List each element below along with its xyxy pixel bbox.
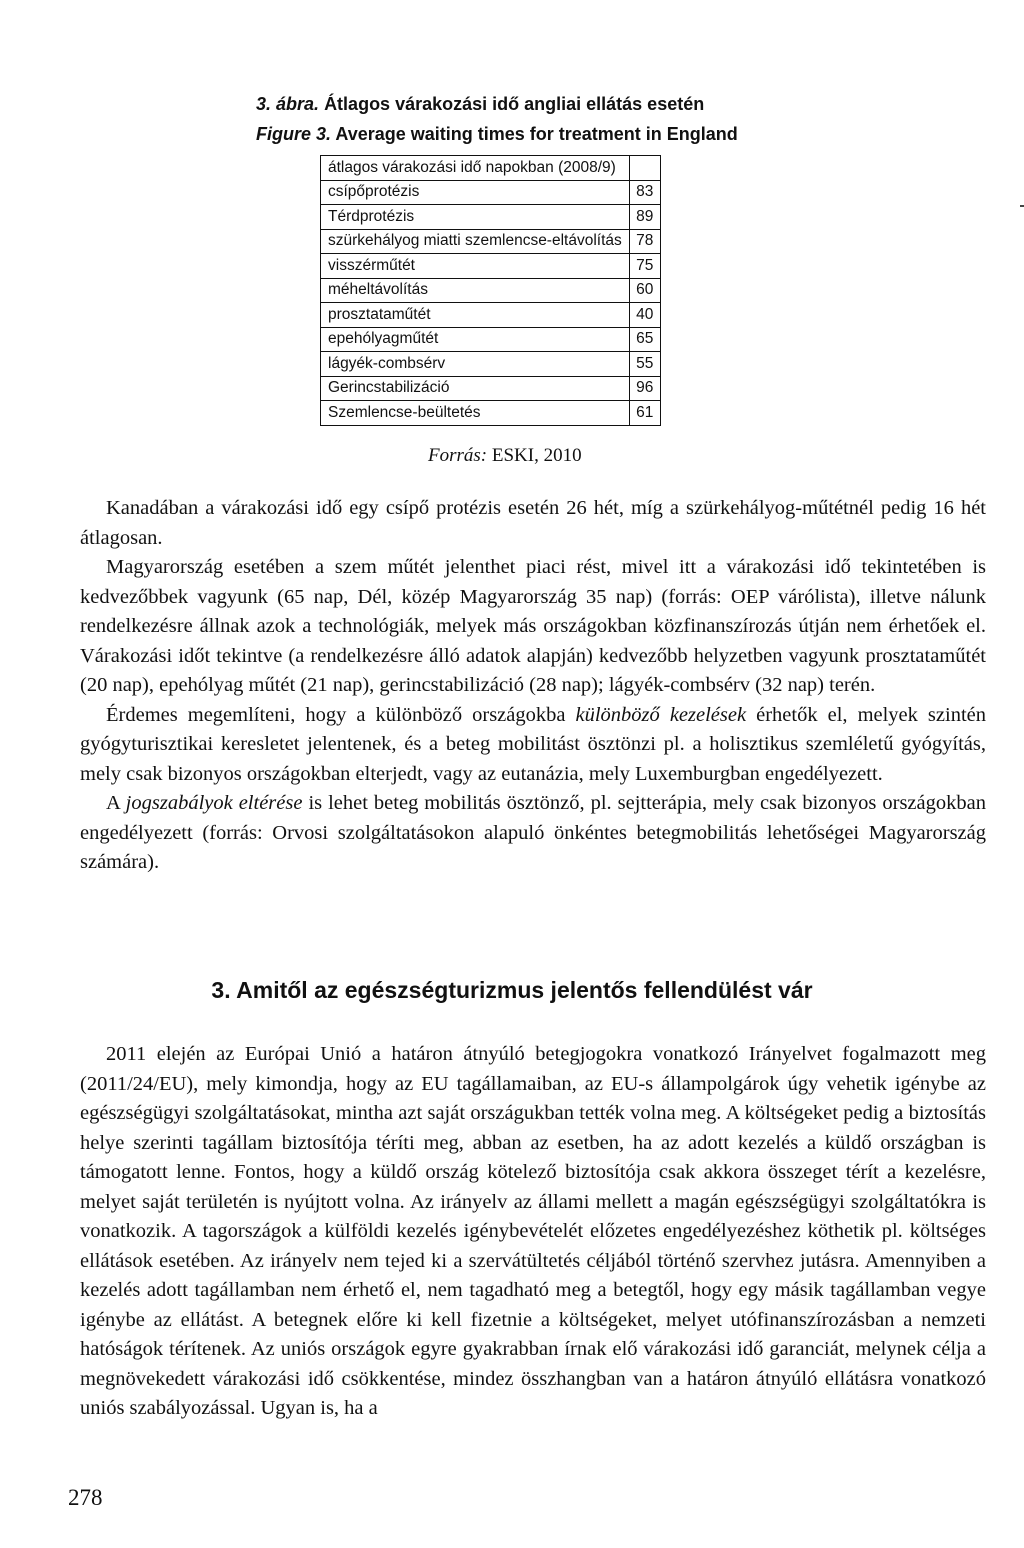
table-row bbox=[321, 376, 661, 401]
emphasis-different-treatments: különböző kezelések bbox=[575, 703, 747, 726]
table-row bbox=[321, 327, 661, 352]
table-row-label: csípőprotézis bbox=[321, 180, 630, 205]
emphasis-regulation-differences: jogszabályok eltérése bbox=[125, 792, 303, 814]
table-row-value: 40 bbox=[629, 303, 660, 328]
table-row bbox=[321, 278, 661, 303]
table-row-label: visszérműtét bbox=[321, 254, 630, 279]
table-row-value: 96 bbox=[629, 376, 660, 401]
table-row-value: 89 bbox=[629, 205, 660, 230]
figure-number-english: Figure 3. bbox=[256, 124, 332, 144]
source-label: Forrás: bbox=[428, 445, 488, 466]
table-row-label: méheltávolítás bbox=[321, 278, 630, 303]
paragraph-regulations bbox=[80, 789, 986, 878]
table-row-label: Térdprotézis bbox=[321, 205, 630, 230]
paragraph-treatments-text-a: Érdemes megemlíteni, hogy a különböző országokba bbox=[106, 703, 576, 726]
table-row bbox=[321, 180, 661, 205]
table-row-label: lágyék-combsérv bbox=[321, 352, 630, 377]
paragraph-regulations-text-b: is lehet beteg mobilitás ösztönző, pl. sejtterápia, mely csak bizonyos országokban engedélyezett (forrás: Orvosi szolgáltatásokon alapuló önkéntes betegmobilitás lehetőségei Magyarország számára). bbox=[80, 792, 986, 873]
table-row-value: 60 bbox=[629, 278, 660, 303]
figure-title-english-text: Average waiting times for treatment in England bbox=[335, 124, 738, 144]
table-row bbox=[321, 254, 661, 279]
table-source bbox=[428, 444, 582, 468]
table-row bbox=[321, 401, 661, 426]
section-heading: 3. Amitől az egészségturizmus jelentős fellendülést vár bbox=[211, 977, 813, 1003]
table-row-value: 83 bbox=[629, 180, 660, 205]
table-row bbox=[321, 303, 661, 328]
paragraph-canada: Kanadában a várakozási idő egy csípő protézis esetén 26 hét, míg a szürkehályog-műtétnél pedig 16 hét átlagosan. bbox=[80, 497, 986, 549]
table-row-label: Gerincstabilizáció bbox=[321, 376, 630, 401]
table-header-row bbox=[321, 156, 661, 181]
table-row-label: Szemlencse-beültetés bbox=[321, 401, 630, 426]
table-row-label: szürkehályog miatti szemlencse-eltávolítás bbox=[321, 229, 630, 254]
scan-speck bbox=[1020, 205, 1024, 207]
figure-number-hungarian: 3. ábra. bbox=[256, 94, 320, 114]
paragraph-treatments bbox=[80, 701, 986, 790]
table-row-value: 65 bbox=[629, 327, 660, 352]
page-number: 278 bbox=[68, 1485, 103, 1510]
paragraph-eu-directive: 2011 elején az Európai Unió a határon átnyúló betegjogokra vonatkozó Irányelvet fogalmazott meg (2011/24/EU), mely kimondja, hogy az EU tagállamaiban, az EU-s állampolgárok úgy vehetik igénybe az egészségügyi szolgáltatásokat, mintha azt saját országukban tették volna meg. A költségeket pedig a biztosítás helye szerinti tagállam biztosítója téríti meg, abban az esetben, ha az adott kezelés a küldő országban is támogatott lenne. Fontos, hogy a küldő ország kötelező biztosítója csak akkora összeget térít a kezelésre, melyet saját területén is nyújtott volna. Az irányelv az állami mellett a magán egészségügyi szolgáltatókra is vonatkozik. A tagországok a külföldi kezelés igénybevételét előzetes engedélyezéshez köthetik pl. költséges ellátások esetében. Az irányelv nem tejed ki a szervátültetés céljából történő szervhez jutásra. Amennyiben a kezelés adott tagállamban nem érhető el, nem tagadható meg a betegtől, hogy egy másik tagállamban vegye igénybe az ellátást. A betegnek előre ki kell fizetnie a költségeket, melyet utófinanszírozásban a nemzeti hatóságok térítenek. Az uniós országok egyre gyakrabban írnak elő várakozási idő garanciát, melynek célja a megnövekedett várakozási idő csökkentése, mindez összhangban van a határon átnyúló ellátásra vonatkozó uniós szabályozással. Ugyan is, ha a bbox=[80, 1043, 986, 1419]
body-text-block bbox=[80, 494, 986, 878]
table-row-value: 55 bbox=[629, 352, 660, 377]
table-header-label: átlagos várakozási idő napokban (2008/9) bbox=[321, 156, 630, 181]
figure-title-hungarian-text: Átlagos várakozási idő angliai ellátás esetén bbox=[324, 94, 705, 114]
table-row-value: 78 bbox=[629, 229, 660, 254]
table-header-value bbox=[629, 156, 660, 181]
table-row bbox=[321, 229, 661, 254]
figure-title-hungarian bbox=[256, 92, 856, 116]
waiting-times-table bbox=[320, 155, 661, 426]
table-row bbox=[321, 205, 661, 230]
paragraph-regulations-text-a: A bbox=[106, 792, 126, 814]
paragraph-treatments-text-b: érhetők el, melyek szintén gyógyturisztikai keresletet jelentenek, és a beteg mobilitást ösztönzi pl. a holisztikus szemléletű gyógyítás, mely csak bizonyos országokban elterjedt, vagy az eutanázia, mely Luxemburgban engedélyezett. bbox=[80, 703, 987, 785]
table-row-label: epehólyagműtét bbox=[321, 327, 630, 352]
table-row-value: 75 bbox=[629, 254, 660, 279]
source-text: ESKI, 2010 bbox=[491, 445, 582, 466]
table-row bbox=[321, 352, 661, 377]
section-body bbox=[80, 1040, 986, 1424]
table-row-label: prosztataműtét bbox=[321, 303, 630, 328]
paragraph-hungary: Magyarország esetében a szem műtét jelenthet piaci rést, mivel itt a várakozási idő tekintetében is kedvezőbbek vagyunk (65 nap, Dél, közép Magyarország 35 nap) (forrás: OEP várólista), illetve nálunk rendelkezésre állnak azok a technológiák, melyek más országokban közfinanszírozás útján nem érhetőek el. Várakozási időt tekintve (a rendelkezésre álló adatok alapján) kedvezőbb helyzetben vagyunk prosztataműtét (20 nap), epehólyag műtét (21 nap), gerincstabilizáció (28 nap); lágyék-combsérv (32 nap) terén. bbox=[80, 556, 986, 696]
figure-title-english bbox=[256, 122, 856, 146]
table-row-value: 61 bbox=[629, 401, 660, 426]
